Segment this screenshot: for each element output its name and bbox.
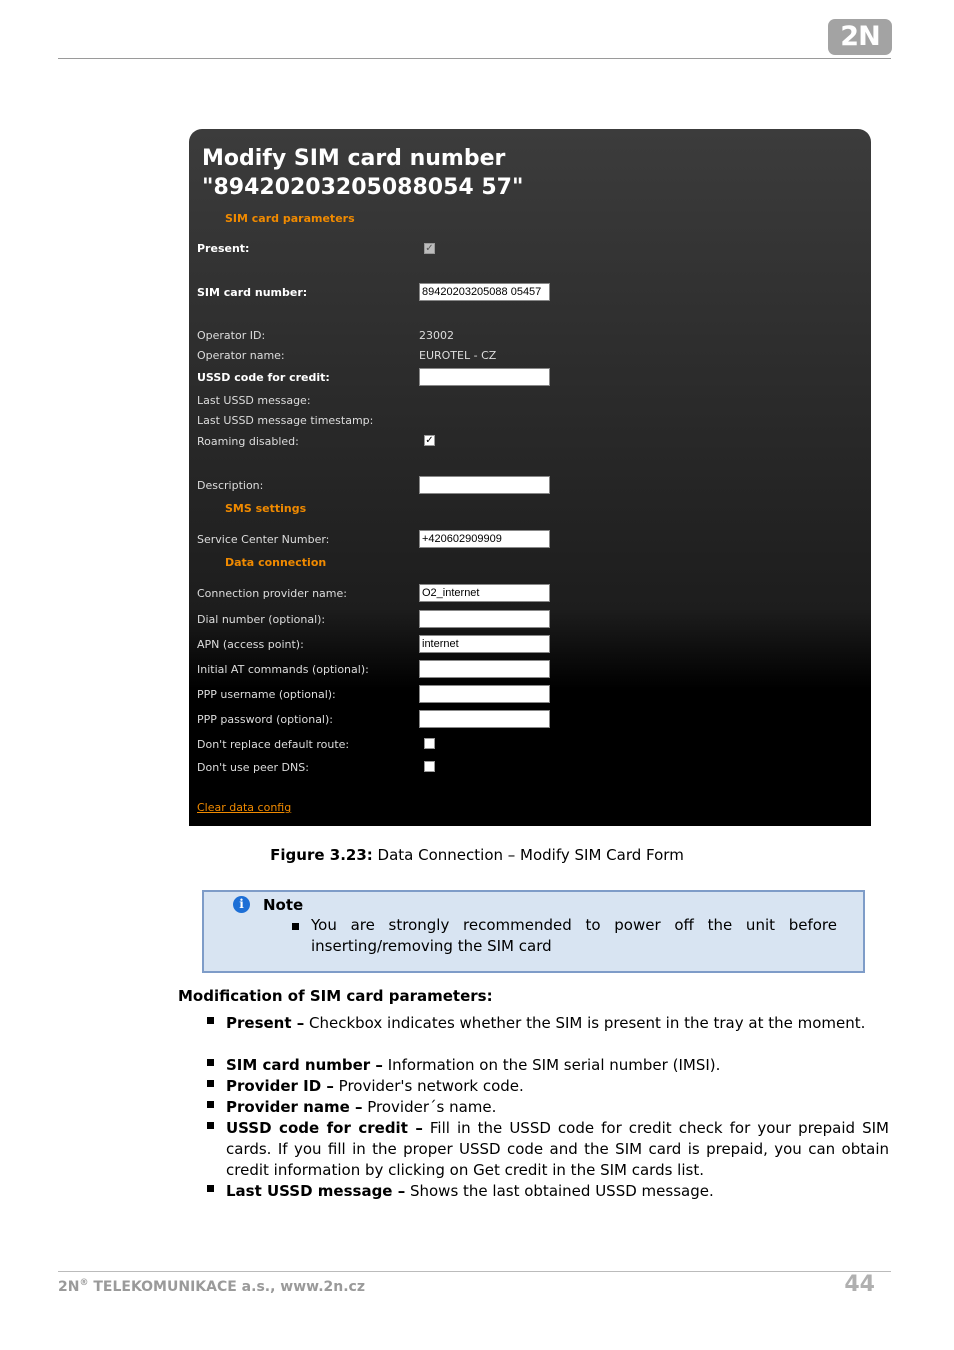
note-box	[202, 890, 865, 973]
bullet-item	[226, 1055, 889, 1076]
bullet-text: Provider's network code.	[333, 1077, 524, 1095]
default-route-checkbox[interactable]	[424, 738, 435, 749]
service-center-field[interactable]: +420602909909	[419, 530, 550, 548]
ussd-label: USSD code for credit:	[197, 371, 330, 384]
description-field[interactable]	[419, 476, 550, 494]
peer-dns-checkbox[interactable]	[424, 761, 435, 772]
figure-caption	[0, 846, 954, 864]
ppp-password-label: PPP password (optional):	[197, 713, 333, 726]
present-label: Present:	[197, 242, 250, 255]
operator-name-value: EUROTEL - CZ	[419, 349, 497, 362]
footer-brand: 2N	[58, 1279, 80, 1295]
dial-number-label: Dial number (optional):	[197, 613, 326, 626]
bullet-square-icon	[207, 1017, 214, 1024]
section-heading: Modification of SIM card parameters:	[178, 987, 493, 1005]
figure-caption-text: Data Connection – Modify SIM Card Form	[372, 846, 684, 864]
bullet-square-icon	[207, 1080, 214, 1087]
roaming-checkbox[interactable]: ✓	[425, 435, 434, 446]
company-logo: 2N	[828, 19, 892, 55]
bullet-text: Information on the SIM serial number (IMSI).	[382, 1056, 721, 1074]
sim-number-field[interactable]: 89420203205088 05457	[419, 283, 550, 301]
note-title: Note	[263, 896, 304, 914]
ppp-username-field[interactable]	[419, 685, 550, 703]
operator-name-label: Operator name:	[197, 349, 285, 362]
note-bullet-icon	[292, 923, 299, 930]
conn-provider-field[interactable]: O2_internet	[419, 584, 550, 602]
service-center-label: Service Center Number:	[197, 533, 330, 546]
bullet-item	[226, 1181, 889, 1202]
form-title-line1: Modify SIM card number	[202, 146, 506, 171]
conn-provider-label: Connection provider name:	[197, 587, 347, 600]
bullet-item	[226, 1097, 889, 1118]
operator-id-value: 23002	[419, 329, 454, 342]
bullet-square-icon	[207, 1101, 214, 1108]
bullet-text: Checkbox indicates whether the SIM is present in the tray at the moment.	[304, 1014, 866, 1032]
bullet-item	[226, 1076, 889, 1097]
ppp-password-field[interactable]	[419, 710, 550, 728]
operator-id-label: Operator ID:	[197, 329, 266, 342]
bullet-item	[226, 1118, 889, 1181]
bullet-term: USSD code for credit –	[226, 1119, 423, 1137]
bullet-term: Present –	[226, 1014, 305, 1032]
section-data-connection: Data connection	[225, 556, 327, 569]
bullet-term: SIM card number –	[226, 1056, 383, 1074]
form-title-line2: "89420203205088054 57"	[202, 175, 524, 200]
section-sms-settings: SMS settings	[225, 502, 307, 515]
info-icon: i	[233, 896, 250, 913]
sim-number-label: SIM card number:	[197, 286, 308, 299]
apn-field[interactable]: internet	[419, 635, 550, 653]
last-ussd-timestamp-label: Last USSD message timestamp:	[197, 414, 374, 427]
form-title	[202, 144, 523, 202]
peer-dns-label: Don't use peer DNS:	[197, 761, 309, 774]
bullet-square-icon	[207, 1059, 214, 1066]
roaming-label: Roaming disabled:	[197, 435, 299, 448]
present-checkbox[interactable]: ✓	[425, 243, 434, 254]
note-text: You are strongly recommended to power off the unit before inserting/removing the SIM card	[311, 916, 837, 955]
header-rule	[58, 58, 891, 59]
footer-reg-mark: ®	[79, 1278, 89, 1288]
ussd-field[interactable]	[419, 368, 550, 386]
init-at-field[interactable]	[419, 660, 550, 678]
default-route-label: Don't replace default route:	[197, 738, 350, 751]
bullet-text: Shows the last obtained USSD message.	[405, 1182, 714, 1200]
bullet-term: Provider ID –	[226, 1077, 334, 1095]
description-label: Description:	[197, 479, 264, 492]
last-ussd-label: Last USSD message:	[197, 394, 311, 407]
bullet-term: Provider name –	[226, 1098, 363, 1116]
bullet-term: Last USSD message –	[226, 1182, 406, 1200]
footer-company-text: TELEKOMUNIKACE a.s., www.2n.cz	[88, 1279, 365, 1295]
bullet-text: Fill in the USSD code for credit check for your prepaid SIM cards. If you fill in the proper USSD code and the SIM card is prepaid, you can obtain credit information by clicking on Get credit in the SIM cards list.	[226, 1119, 889, 1179]
bullet-square-icon	[207, 1185, 214, 1192]
page-number: 44	[844, 1272, 875, 1297]
footer-company	[58, 1278, 365, 1295]
clear-data-config-link[interactable]: Clear data config	[197, 801, 292, 814]
modify-sim-form-screenshot	[189, 129, 871, 826]
dial-number-field[interactable]	[419, 610, 550, 628]
init-at-label: Initial AT commands (optional):	[197, 663, 369, 676]
ppp-username-label: PPP username (optional):	[197, 688, 336, 701]
bullet-item	[226, 1013, 889, 1034]
bullet-square-icon	[207, 1122, 214, 1129]
figure-caption-label: Figure 3.23:	[270, 846, 373, 864]
footer-rule	[58, 1271, 891, 1272]
bullet-text: Provider´s name.	[362, 1098, 497, 1116]
section-sim-parameters: SIM card parameters	[225, 212, 355, 225]
apn-label: APN (access point):	[197, 638, 304, 651]
